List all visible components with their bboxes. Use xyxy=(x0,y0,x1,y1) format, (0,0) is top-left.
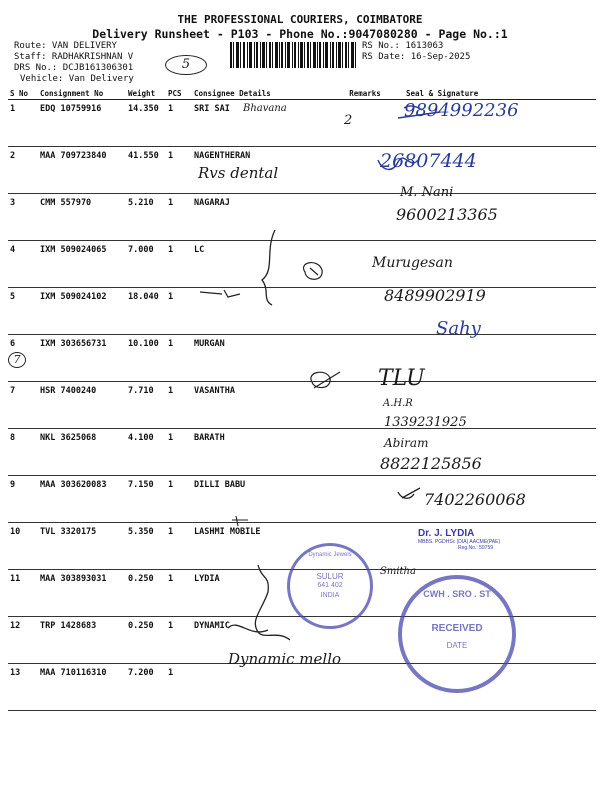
cell-weight: 41.550 xyxy=(126,147,166,194)
doctor-stamp xyxy=(418,528,500,551)
cell-remarks xyxy=(346,147,384,194)
col-weight: Weight xyxy=(126,87,166,100)
cell-consignee: DILLI BABU xyxy=(192,476,346,523)
cell-sno: 3 xyxy=(8,194,38,241)
cell-consignment: TVL 3320175 xyxy=(38,523,126,570)
table-row xyxy=(8,288,596,335)
handwritten-phone-5: 1339231925 xyxy=(384,415,467,430)
cell-pcs: 1 xyxy=(166,429,192,476)
cell-weight: 4.100 xyxy=(126,429,166,476)
cell-sno: 2 xyxy=(8,147,38,194)
cell-consignment: IXM 509024102 xyxy=(38,288,126,335)
cell-weight: 5.210 xyxy=(126,194,166,241)
circled-seven-mark: 7 xyxy=(8,352,26,368)
cell-weight: 7.200 xyxy=(126,664,166,711)
stamp2-center-text: RECEIVED xyxy=(431,623,483,634)
stamp-mid-text: SULUR xyxy=(316,572,344,581)
cell-pcs: 1 xyxy=(166,288,192,335)
cell-sno: 11 xyxy=(8,570,38,617)
stamp-country-text: INDIA xyxy=(320,592,340,599)
cell-sno: 7 xyxy=(8,382,38,429)
cell-consignee: NAGENTHERAN xyxy=(192,147,346,194)
cell-consignee xyxy=(192,664,346,711)
cell-sno: 5 xyxy=(8,288,38,335)
cell-pcs: 1 xyxy=(166,194,192,241)
col-consignment: Consignment No xyxy=(38,87,126,100)
cell-consignment: IXM 303656731 xyxy=(38,335,126,382)
handwritten-sahy: Sahy xyxy=(436,318,481,339)
cell-sno: 1 xyxy=(8,100,38,147)
table-row xyxy=(8,194,596,241)
cell-consignment: TRP 1428683 xyxy=(38,617,126,664)
round-stamp-received xyxy=(398,575,516,693)
cell-pcs: 1 xyxy=(166,617,192,664)
col-signature: Seal & Signature xyxy=(384,87,596,100)
doctor-reg: Reg.No.: 59759 xyxy=(458,545,494,551)
handwritten-murugesan: Murugesan xyxy=(372,255,453,271)
cell-weight: 10.100 xyxy=(126,335,166,382)
cell-pcs: 1 xyxy=(166,476,192,523)
cell-weight: 5.350 xyxy=(126,523,166,570)
cell-pcs: 1 xyxy=(166,664,192,711)
cell-remarks xyxy=(346,664,384,711)
cell-pcs: 1 xyxy=(166,382,192,429)
company-title: THE PROFESSIONAL COURIERS, COIMBATORE xyxy=(177,13,423,26)
vehicle-label: Vehicle: Van Delivery xyxy=(20,74,134,84)
cell-sno: 4 xyxy=(8,241,38,288)
cell-pcs: 1 xyxy=(166,570,192,617)
col-remarks: Remarks xyxy=(346,87,384,100)
handwritten-phone-4: 8489902919 xyxy=(384,286,486,305)
cell-sno: 12 xyxy=(8,617,38,664)
round-stamp-dynamic xyxy=(287,543,373,629)
table-row xyxy=(8,382,596,429)
table-row xyxy=(8,429,596,476)
table-row xyxy=(8,335,596,382)
cell-consignee xyxy=(192,288,346,335)
cell-consignment: MAA 709723840 xyxy=(38,147,126,194)
col-pcs: PCS xyxy=(166,87,192,100)
rs-date: RS Date: 16-Sep-2025 xyxy=(362,52,471,62)
cell-weight: 7.000 xyxy=(126,241,166,288)
cell-sno: 13 xyxy=(8,664,38,711)
handwritten-abiram: Abiram xyxy=(384,436,429,450)
cell-sno: 9 xyxy=(8,476,38,523)
cell-consignment: CMM 557970 xyxy=(38,194,126,241)
cell-consignee: VASANTHA xyxy=(192,382,346,429)
cell-pcs: 1 xyxy=(166,100,192,147)
cell-weight: 18.040 xyxy=(126,288,166,335)
handwritten-bhavana: Bhavana xyxy=(243,103,287,114)
cell-consignment: MAA 303620083 xyxy=(38,476,126,523)
handwritten-smitha: Smitha xyxy=(380,566,416,577)
cell-remarks xyxy=(346,288,384,335)
cell-weight: 14.350 xyxy=(126,100,166,147)
cell-weight: 0.250 xyxy=(126,570,166,617)
cell-pcs: 1 xyxy=(166,147,192,194)
handwritten-rvs-dental: Rvs dental xyxy=(198,164,279,182)
cell-consignee: LYDIA xyxy=(192,570,346,617)
cell-consignment: MAA 710116310 xyxy=(38,664,126,711)
table-row xyxy=(8,241,596,288)
cell-consignee: NAGARAJ xyxy=(192,194,346,241)
handwritten-tlu: TLU xyxy=(378,366,425,391)
runsheet-title: Delivery Runsheet - P103 - Phone No.:9047080280 - Page No.:1 xyxy=(92,27,508,41)
stamp2-date-text: DATE xyxy=(446,641,468,650)
stamp-pin-text: 641 402 xyxy=(317,582,343,589)
cell-pcs: 1 xyxy=(166,523,192,570)
rs-number: RS No.: 1613063 xyxy=(362,41,444,51)
table-row xyxy=(8,147,596,194)
handwritten-phone-6: 8822125856 xyxy=(380,454,482,473)
route-label: Route: VAN DELIVERY xyxy=(14,41,117,51)
cell-consignee: BARATH xyxy=(192,429,346,476)
col-consignee: Consignee Details xyxy=(192,87,346,100)
cell-weight: 7.710 xyxy=(126,382,166,429)
circled-number: 5 xyxy=(165,55,207,75)
cell-consignee: DYNAMIC xyxy=(192,617,346,664)
cell-consignment: IXM 509024065 xyxy=(38,241,126,288)
cell-remarks xyxy=(346,617,384,664)
cell-consignee: LC xyxy=(192,241,346,288)
cell-pcs: 1 xyxy=(166,241,192,288)
cell-consignment: MAA 303893031 xyxy=(38,570,126,617)
table-header-row xyxy=(8,87,596,100)
handwritten-ahr: A.H.R xyxy=(383,398,413,409)
cell-consignment: NKL 3625068 xyxy=(38,429,126,476)
handwritten-phone-7: 7402260068 xyxy=(424,490,526,509)
cell-sno: 8 xyxy=(8,429,38,476)
cell-consignee: MURGAN xyxy=(192,335,346,382)
cell-pcs: 1 xyxy=(166,335,192,382)
handwritten-remark: 2 xyxy=(344,113,353,128)
handwritten-dynamic-mello: Dynamic mello xyxy=(228,650,342,668)
cell-consignee: LASHMI MOBILE xyxy=(192,523,346,570)
cell-remarks xyxy=(346,429,384,476)
cell-consignee: SRI SAI xyxy=(192,100,346,147)
handwritten-phone-1: 9894992236 xyxy=(404,100,519,121)
stamp2-top-text: CWH . SRO . ST xyxy=(423,589,491,599)
drs-label: DRS No.: DCJB161306301 xyxy=(14,63,134,73)
stamp-top-text: Dynamic Jewels xyxy=(308,552,352,558)
doctor-name: Dr. J. LYDIA xyxy=(418,528,475,539)
handwritten-phone-3: 9600213365 xyxy=(396,205,498,224)
handwritten-m-nani: M. Nani xyxy=(400,185,454,200)
handwritten-phone-2: 26807444 xyxy=(380,150,477,172)
cell-remarks xyxy=(346,476,384,523)
cell-weight: 7.150 xyxy=(126,476,166,523)
table-row xyxy=(8,664,596,711)
staff-label: Staff: RADHAKRISHNAN V xyxy=(14,52,134,62)
cell-consignment: HSR 7400240 xyxy=(38,382,126,429)
cell-consignment: EDQ 10759916 xyxy=(38,100,126,147)
col-sno: S No xyxy=(8,87,38,100)
doctor-qualification: MBBS. PGDHSc (DIA) AACME(PAE) xyxy=(418,539,501,545)
cell-remarks xyxy=(346,194,384,241)
barcode xyxy=(230,42,356,68)
cell-sno: 6 xyxy=(8,335,38,382)
cell-sno: 10 xyxy=(8,523,38,570)
cell-weight: 0.250 xyxy=(126,617,166,664)
